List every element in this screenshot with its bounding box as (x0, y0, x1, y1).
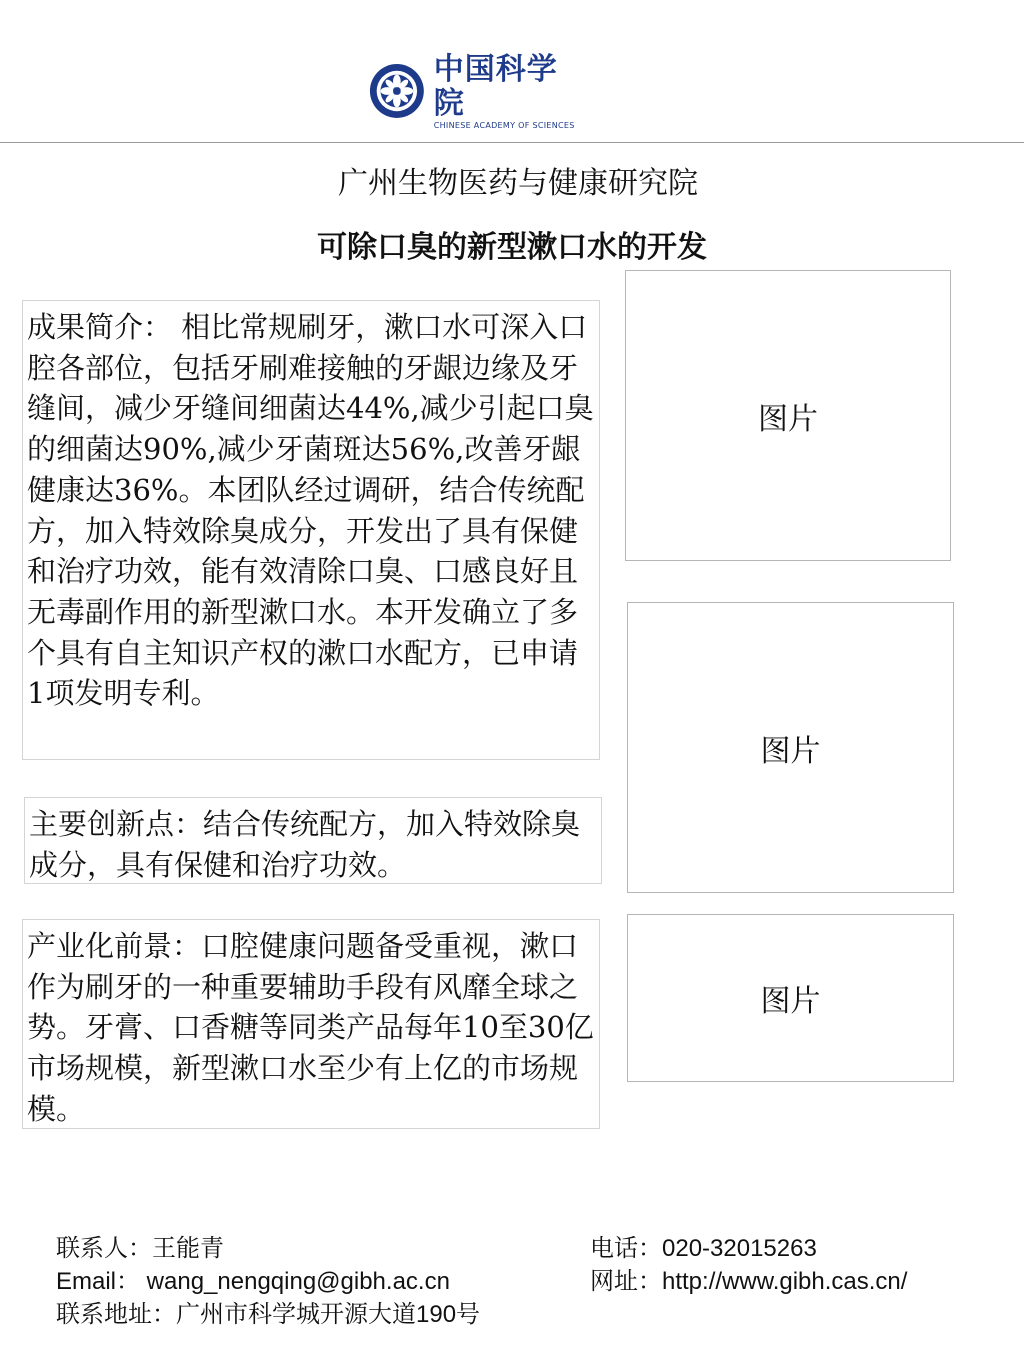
intro-textbox: 成果简介： 相比常规刷牙，漱口水可深入口腔各部位，包括牙刷难接触的牙龈边缘及牙缝间，减少牙缝间细菌达44%,减少引起口臭的细菌达90%,减少牙菌斑达56%,改善牙龈健康达36%。本团队经过调研，结合传统配方，加入特效除臭成分，开发出了具有保健和治疗功效，能有效清除口臭、口感良好且无毒副作用的新型漱口水。本开发确立了多个具有自主知识产权的漱口水配方，已申请1项发明专利。 (22, 300, 600, 760)
contact-phone: 电话：020-32015263 (590, 1235, 817, 1262)
page-title: 可除口臭的新型漱口水的开发 (317, 230, 707, 265)
image-placeholder-1 (625, 270, 951, 561)
logo-english-name: CHINESE ACADEMY OF SCIENCES (433, 120, 575, 130)
image-placeholder-3 (627, 914, 954, 1082)
image-placeholder-label: 图片 (760, 984, 821, 1019)
prospect-textbox: 产业化前景：口腔健康问题备受重视，漱口作为刷牙的一种重要辅助手段有风靡全球之势。牙膏、口香糖等同类产品每年10至30亿市场规模，新型漱口水至少有上亿的市场规模。 (22, 919, 600, 1129)
cas-emblem-icon (368, 62, 426, 120)
header-divider (0, 142, 1024, 143)
institute-name: 广州生物医药与健康研究院 (338, 166, 698, 201)
contact-email[interactable]: Email： wang_nengqing@gibh.ac.cn (56, 1268, 450, 1295)
contact-website[interactable]: 网址：http://www.gibh.cas.cn/ (590, 1268, 908, 1295)
innovation-textbox: 主要创新点：结合传统配方，加入特效除臭成分，具有保健和治疗功效。 (24, 797, 602, 884)
contact-person: 联系人：王能青 (56, 1235, 224, 1262)
image-placeholder-label: 图片 (760, 733, 821, 769)
contact-address: 联系地址：广州市科学城开源大道190号 (56, 1301, 481, 1328)
logo-chinese-name: 中国科学院 (433, 51, 558, 121)
image-placeholder-label: 图片 (758, 401, 818, 437)
cas-logo (368, 51, 588, 130)
image-placeholder-2 (627, 602, 954, 893)
